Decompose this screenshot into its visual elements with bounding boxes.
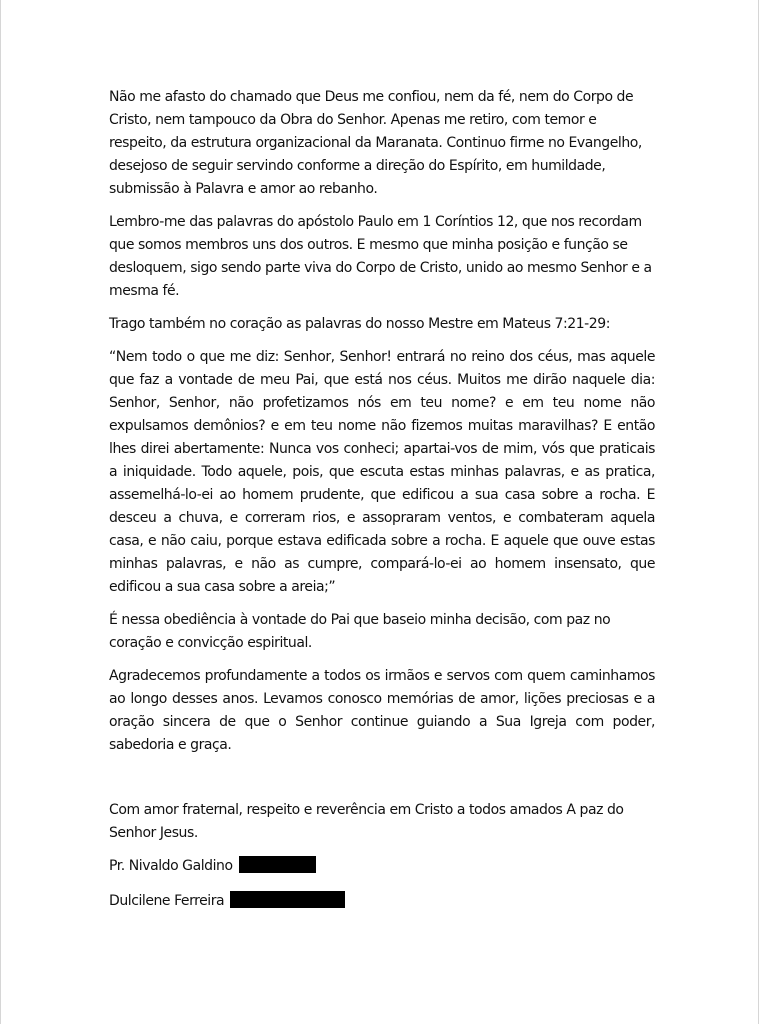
paragraph-1: Não me afasto do chamado que Deus me confiou, nem da fé, nem do Corpo de Cristo, nem tampouco da Obra do Senhor. Apenas me retiro, com temor e respeito, da estrutura organizacional da Maranata. Continuo firme no Evangelho, desejoso de seguir servindo conforme a direção do Espírito, em humildade, submissão à Palavra e amor ao rebanho. (109, 89, 642, 197)
signature-name: Pr. Nivaldo Galdino (109, 858, 233, 874)
letter-body (109, 86, 655, 925)
redaction-bar (239, 856, 316, 873)
redaction-bar (230, 891, 345, 908)
paragraph-5: É nessa obediência à vontade do Pai que baseio minha decisão, com paz no coração e convicção espiritual. (109, 612, 611, 651)
scripture-quote: “Nem todo o que me diz: Senhor, Senhor! entrará no reino dos céus, mas aquele que faz a vontade de meu Pai, que está nos céus. Muitos me dirão naquele dia: Senhor, Senhor, não profetizamos nós em teu nome? e em teu nome não expulsamos demônios? e em teu nome não fizemos muitas maravilhas? E então lhes direi abertamente: Nunca vos conheci; apartai-vos de mim, vós que praticais a iniquidade. Todo aquele, pois, que escuta estas minhas palavras, e as pratica, assemelhá-lo-ei ao homem prudente, que edificou a sua casa sobre a rocha. E desceu a chuva, e correram rios, e assopraram ventos, e combateram aquela casa, e não caiu, porque estava edificada sobre a rocha. E aquele que ouve estas minhas palavras, e não as cumpre, compará-lo-ei ao homem insensato, que edificou a sua casa sobre a areia;” (109, 349, 655, 595)
signature-2 (109, 890, 655, 913)
signature-name: Dulcilene Ferreira (109, 893, 225, 909)
paragraph-3: Trago também no coração as palavras do nosso Mestre em Mateus 7:21-29: (109, 316, 610, 332)
signature-1 (109, 855, 655, 878)
spacer (109, 767, 655, 799)
paragraph-6: Agradecemos profundamente a todos os irmãos e servos com quem caminhamos ao longo desses anos. Levamos conosco memórias de amor, lições preciosas e a oração sincera de que o Senhor continue guiando a Sua Igreja com poder, sabedoria e graça. (109, 668, 655, 753)
paragraph-2: Lembro-me das palavras do apóstolo Paulo em 1 Coríntios 12, que nos recordam que somos membros uns dos outros. E mesmo que minha posição e função se desloquem, sigo sendo parte viva do Corpo de Cristo, unido ao mesmo Senhor e a mesma fé. (109, 214, 652, 299)
closing: Com amor fraternal, respeito e reverência em Cristo a todos amados A paz do Senhor Jesus. (109, 802, 624, 841)
